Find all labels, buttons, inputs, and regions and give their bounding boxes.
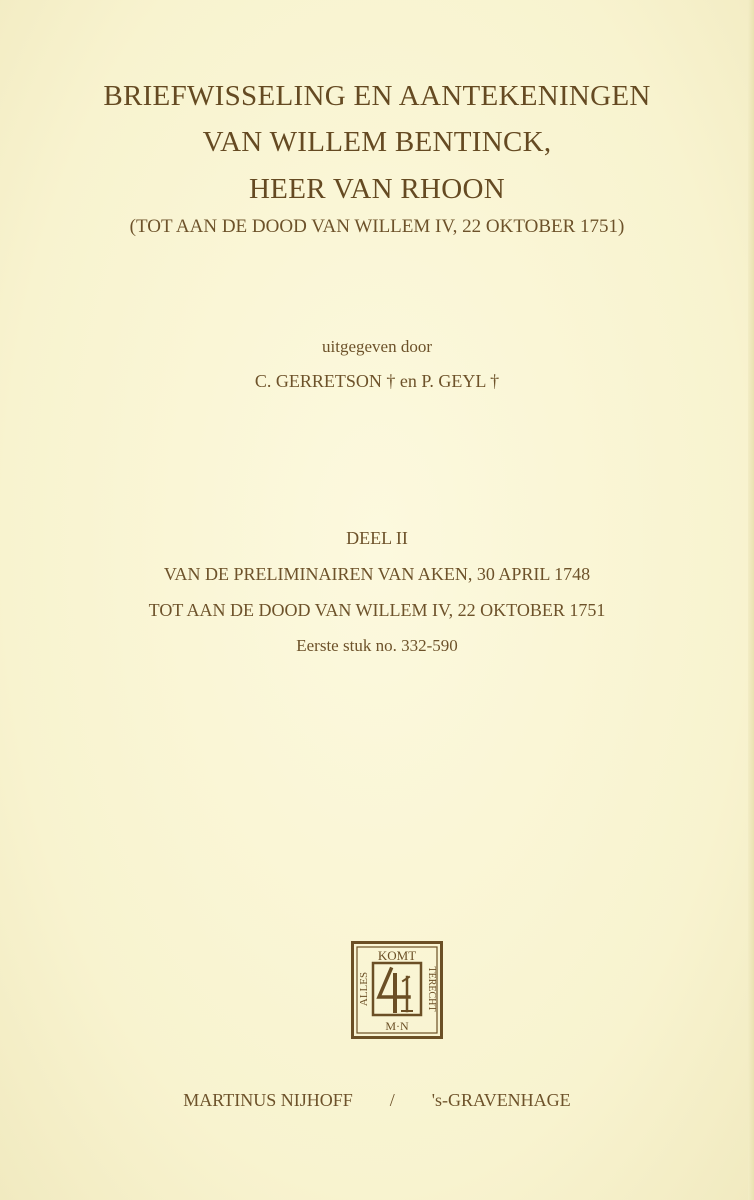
publisher-name: MARTINUS NIJHOFF <box>183 1090 353 1110</box>
emblem-text-top: KOMT <box>377 948 417 963</box>
emblem-text-right: TERECHT <box>426 966 437 1012</box>
publisher-separator: / <box>389 1090 395 1110</box>
publisher-city: 's-GRAVENHAGE <box>431 1090 571 1110</box>
title-subtitle: (TOT AAN DE DOOD VAN WILLEM IV, 22 OKTOBER 1751) <box>129 216 625 237</box>
title-line-1: BRIEFWISSELING EN AANTEKENINGEN <box>103 80 651 112</box>
emblem-monogram <box>379 969 412 1011</box>
volume-from: VAN DE PRELIMINAIREN VAN AKEN, 30 APRIL 1748 <box>163 564 591 584</box>
volume-number: DEEL II <box>346 528 408 548</box>
editors-label: uitgegeven door <box>322 337 432 356</box>
editors-names: C. GERRETSON † en P. GEYL † <box>254 371 500 391</box>
emblem-text-left: ALLES <box>358 971 370 1007</box>
publisher-line <box>0 1090 754 1111</box>
title-line-3: HEER VAN RHOON <box>248 173 506 205</box>
publisher-emblem <box>351 941 443 1039</box>
volume-part: Eerste stuk no. 332-590 <box>296 636 458 655</box>
title-line-2: VAN WILLEM BENTINCK, <box>202 126 552 158</box>
volume-to: TOT AAN DE DOOD VAN WILLEM IV, 22 OKTOBER 1751 <box>148 600 606 620</box>
emblem-text-bottom: M·N <box>385 1019 409 1033</box>
